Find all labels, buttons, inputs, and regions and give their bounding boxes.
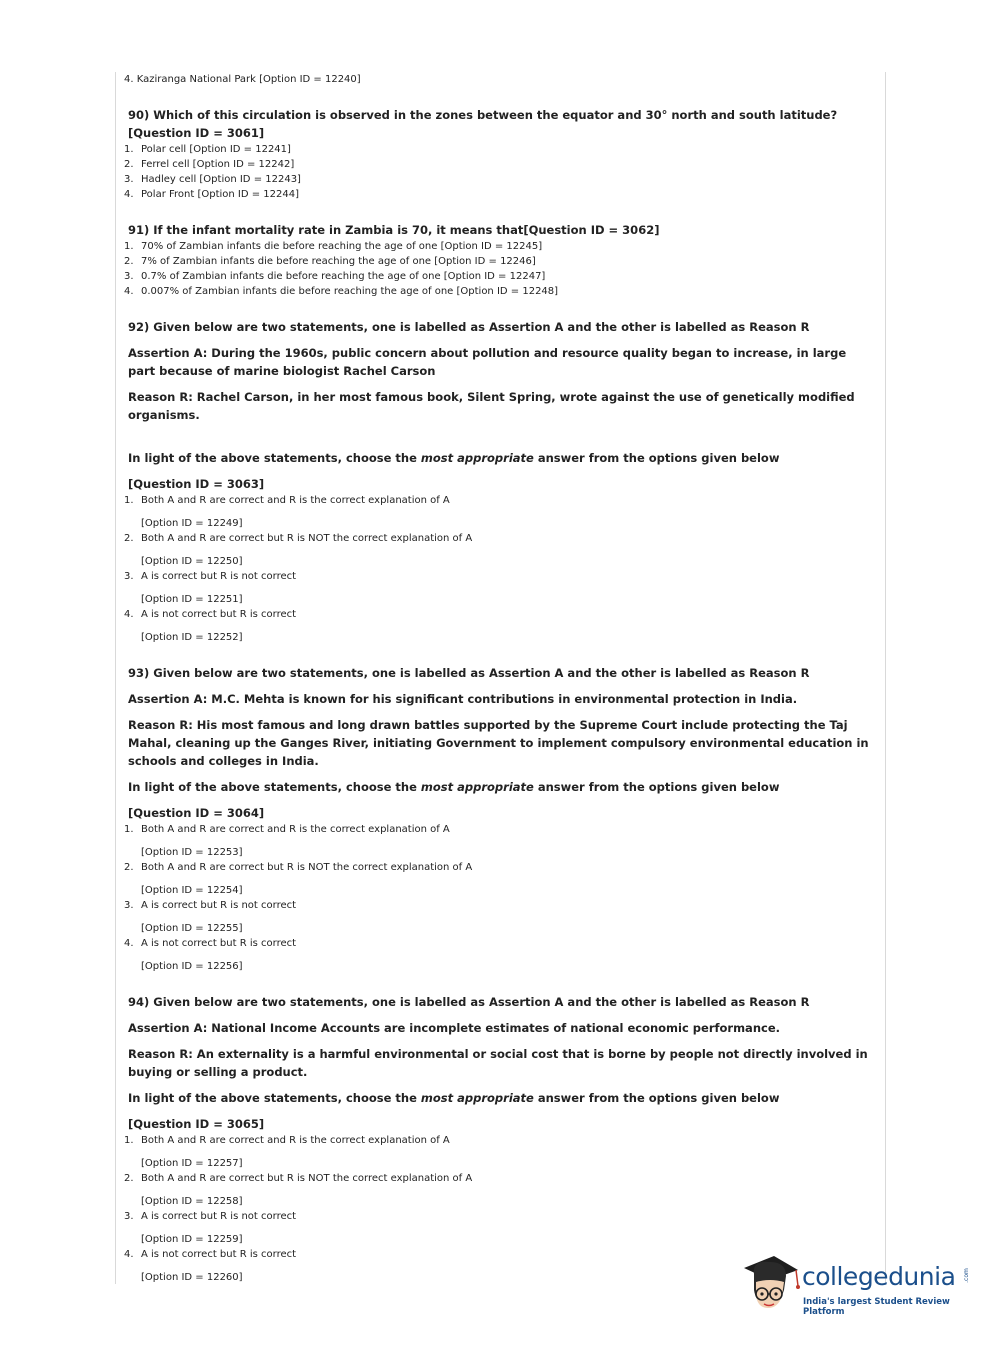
logo-tagline: India's largest Student Review Platform <box>803 1297 950 1317</box>
question-title-94: 94) Given below are two statements, one is labelled as Assertion A and the other is labelled as Reason R <box>128 995 810 1009</box>
question-title-91: 91) If the infant mortality rate in Zambia is 70, it means that[Question ID = 3062] <box>128 223 660 237</box>
assertion-94: Assertion A: National Income Accounts are incomplete estimates of national economic performance. <box>128 1021 780 1035</box>
question-title-92: 92) Given below are two statements, one is labelled as Assertion A and the other is labelled as Reason R <box>128 320 810 334</box>
option-item: 4. Kaziranga National Park [Option ID = 12240] <box>124 74 361 85</box>
assertion-92: Assertion A: During the 1960s, public concern about pollution and resource quality began to increase, in large part because of marine biologist Rachel Carson <box>128 346 847 378</box>
option-id: [Option ID = 12260] <box>141 1272 243 1283</box>
option-item: 1. 70% of Zambian infants die before reaching the age of one [Option ID = 12245] <box>124 241 543 252</box>
option-id: [Option ID = 12257] <box>141 1158 243 1169</box>
question-id-94: [Question ID = 3065] <box>128 1117 265 1131</box>
assertion-93: Assertion A: M.C. Mehta is known for his significant contributions in environmental protection in India. <box>128 692 798 706</box>
page-content <box>124 72 874 1285</box>
option-item: 1. Both A and R are correct and R is the correct explanation of A <box>124 824 450 835</box>
option-item: 3. A is correct but R is not correct <box>124 1211 297 1222</box>
option-id: [Option ID = 12255] <box>141 923 243 934</box>
reason-92: Reason R: Rachel Carson, in her most famous book, Silent Spring, wrote against the use of genetically modified organisms. <box>128 390 855 422</box>
option-item: 4. A is not correct but R is correct <box>124 1249 297 1260</box>
question-title-90: 90) Which of this circulation is observed in the zones between the equator and 30° north and south latitude?[Question ID = 3061] <box>128 108 838 140</box>
question-id-93: [Question ID = 3064] <box>128 806 265 820</box>
option-id: [Option ID = 12252] <box>141 632 243 643</box>
option-id: [Option ID = 12249] <box>141 518 243 529</box>
option-id: [Option ID = 12251] <box>141 594 243 605</box>
choose-instruction-93: In light of the above statements, choose the most appropriate answer from the options given below <box>128 780 780 794</box>
option-item: 2. Both A and R are correct but R is NOT the correct explanation of A <box>124 1173 473 1184</box>
option-item: 2. 7% of Zambian infants die before reaching the age of one [Option ID = 12246] <box>124 256 536 267</box>
option-item: 1. Polar cell [Option ID = 12241] <box>124 144 291 155</box>
reason-93: Reason R: His most famous and long drawn battles supported by the Supreme Court include protecting the Taj Mahal, cleaning up the Ganges River, initiating Government to implement compulsory environmental education in schools and colleges in India. <box>128 718 869 768</box>
reason-94: Reason R: An externality is a harmful environmental or social cost that is borne by people not directly involved in buying or selling a product. <box>128 1047 868 1079</box>
choose-instruction-92: In light of the above statements, choose the most appropriate answer from the options given below <box>128 451 780 465</box>
option-item: 4. A is not correct but R is correct <box>124 609 297 620</box>
question-id-92: [Question ID = 3063] <box>128 477 265 491</box>
mascot-icon <box>740 1250 802 1320</box>
option-item: 3. 0.7% of Zambian infants die before reaching the age of one [Option ID = 12247] <box>124 271 546 282</box>
option-id: [Option ID = 12254] <box>141 885 243 896</box>
logo-dotcom: .com <box>962 1268 970 1283</box>
option-id: [Option ID = 12256] <box>141 961 243 972</box>
option-item: 2. Ferrel cell [Option ID = 12242] <box>124 159 295 170</box>
collegedunia-logo <box>740 1250 970 1320</box>
option-item: 4. 0.007% of Zambian infants die before reaching the age of one [Option ID = 12248] <box>124 286 559 297</box>
option-id: [Option ID = 12258] <box>141 1196 243 1207</box>
option-item: 2. Both A and R are correct but R is NOT the correct explanation of A <box>124 862 473 873</box>
option-item: 3. A is correct but R is not correct <box>124 900 297 911</box>
option-id: [Option ID = 12250] <box>141 556 243 567</box>
option-item: 1. Both A and R are correct and R is the correct explanation of A <box>124 495 450 506</box>
option-item: 4. A is not correct but R is correct <box>124 938 297 949</box>
choose-instruction-94: In light of the above statements, choose the most appropriate answer from the options given below <box>128 1091 780 1105</box>
option-id: [Option ID = 12259] <box>141 1234 243 1245</box>
option-item: 4. Polar Front [Option ID = 12244] <box>124 189 300 200</box>
option-item: 2. Both A and R are correct but R is NOT the correct explanation of A <box>124 533 473 544</box>
option-item: 3. A is correct but R is not correct <box>124 571 297 582</box>
question-title-93: 93) Given below are two statements, one is labelled as Assertion A and the other is labelled as Reason R <box>128 666 810 680</box>
option-id: [Option ID = 12253] <box>141 847 243 858</box>
option-item: 3. Hadley cell [Option ID = 12243] <box>124 174 301 185</box>
option-item: 1. Both A and R are correct and R is the correct explanation of A <box>124 1135 450 1146</box>
logo-wordmark: collegedunia <box>802 1262 956 1291</box>
